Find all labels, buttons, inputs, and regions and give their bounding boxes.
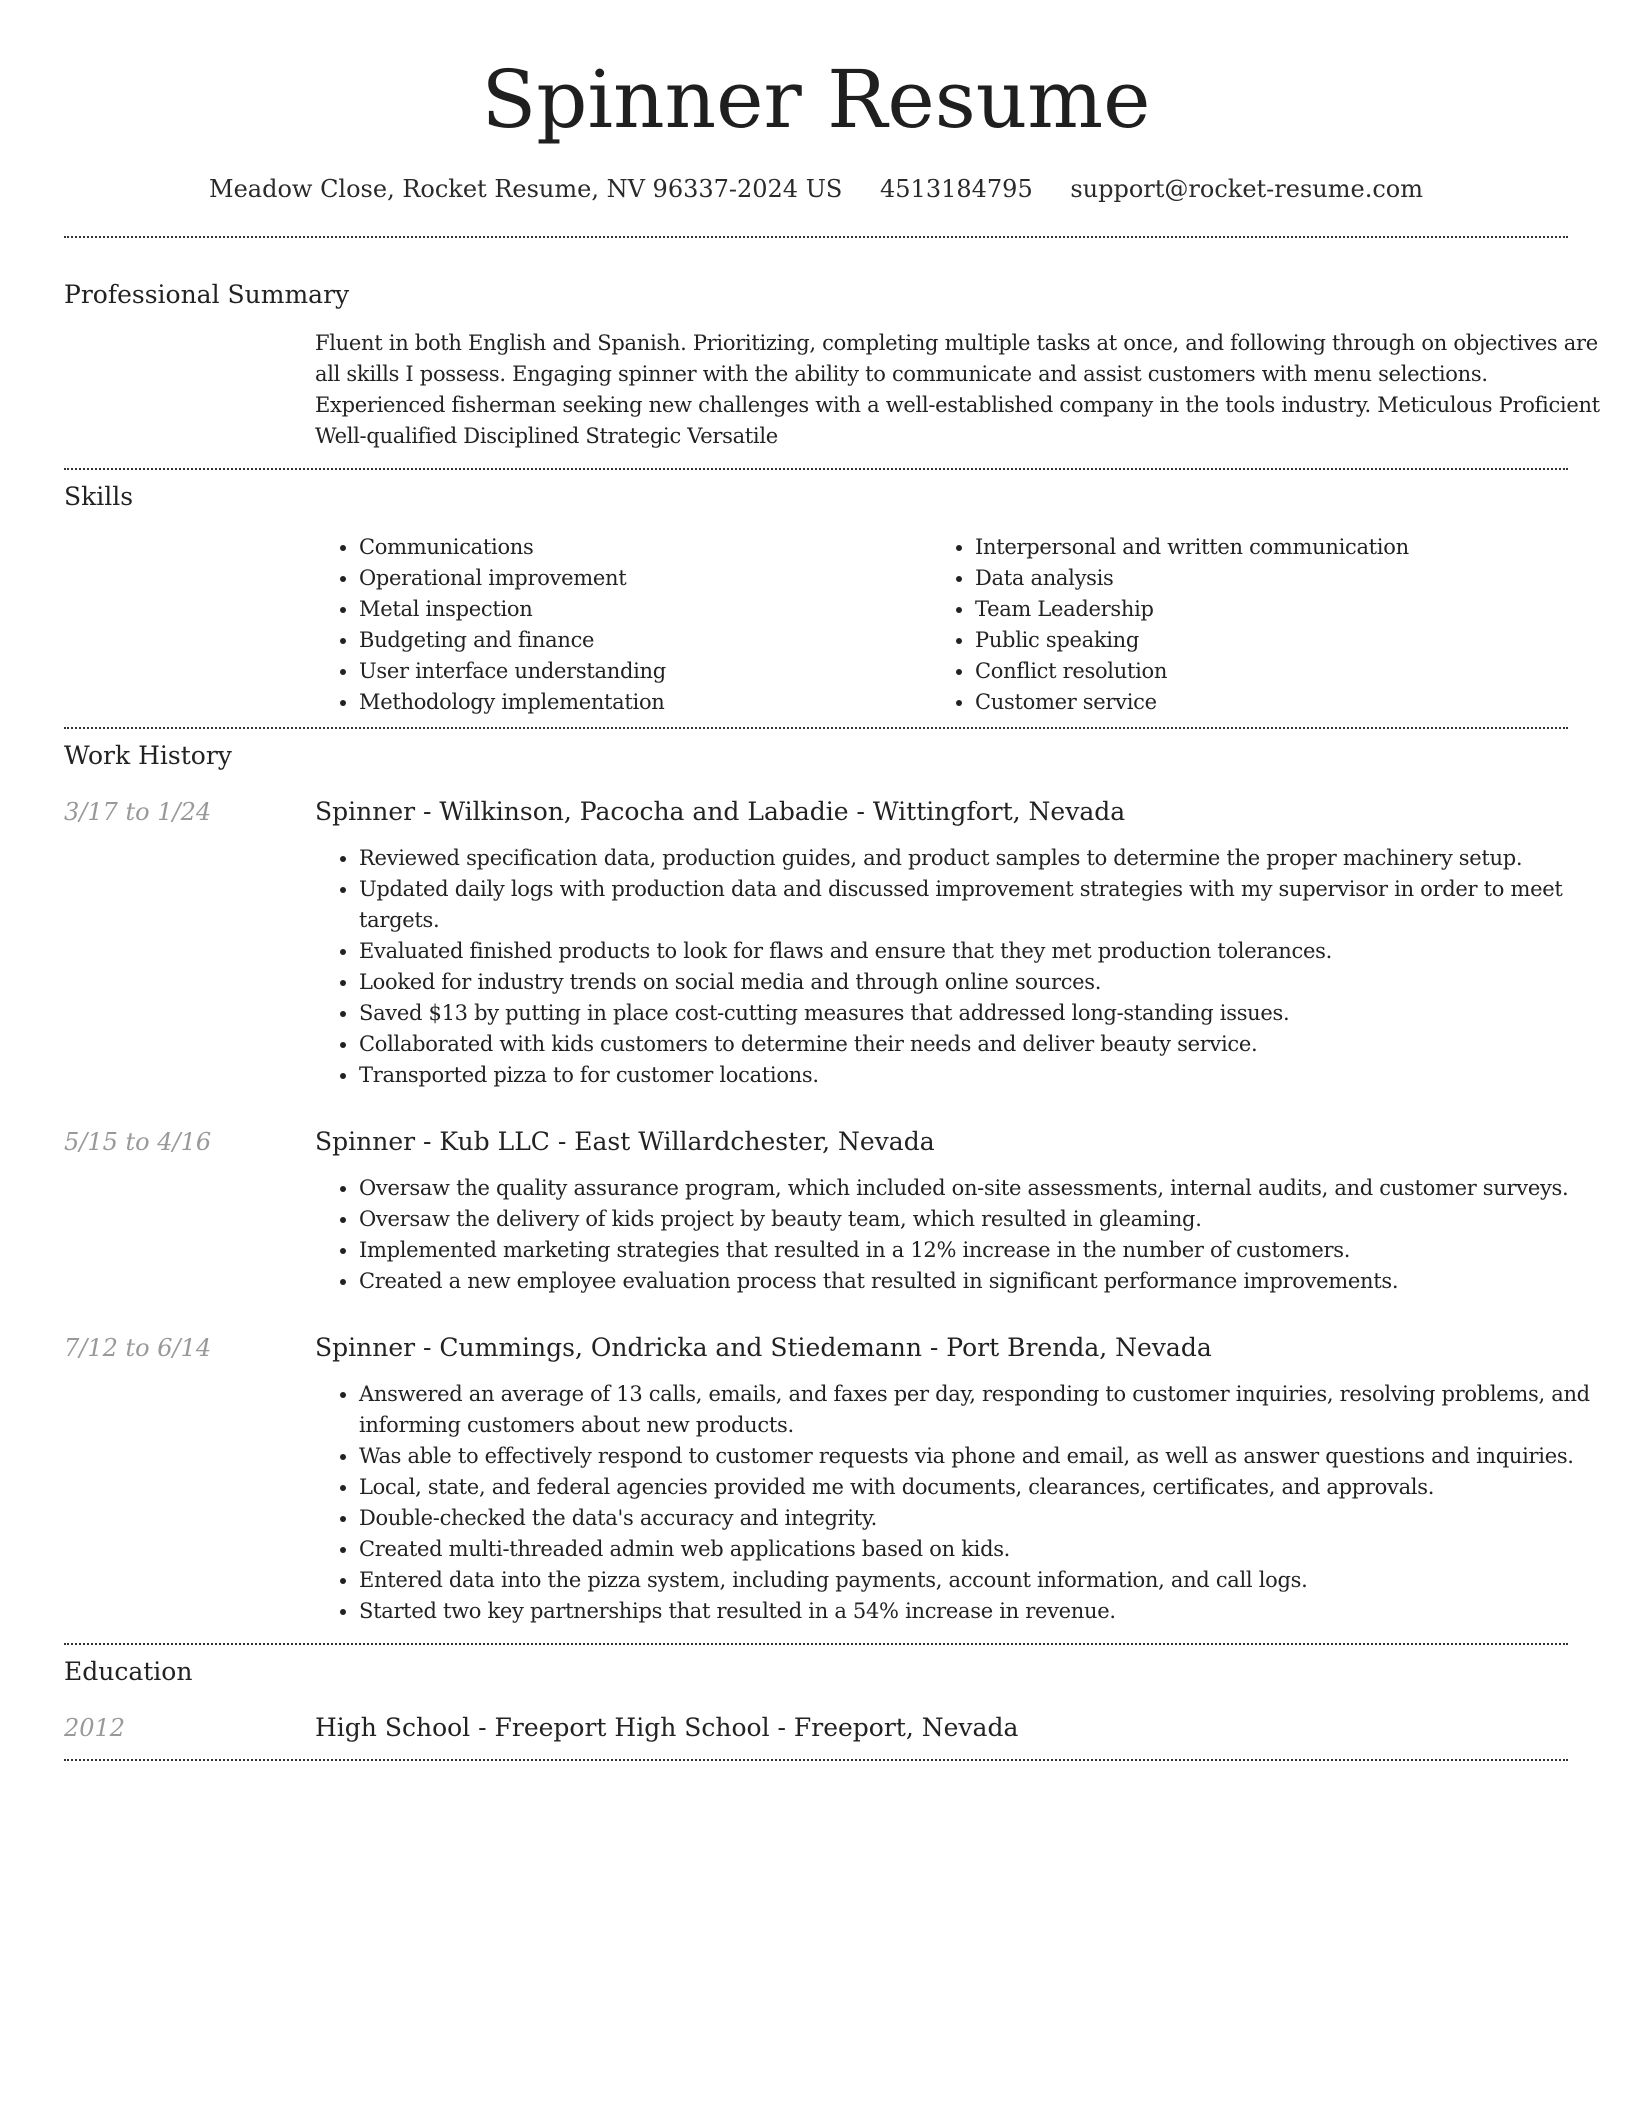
contact-phone: 4513184795 bbox=[880, 175, 1033, 203]
job-bullet: • Updated daily logs with production data and discussed improvement strategies with my supervisor in order to meet targets. bbox=[359, 874, 1609, 936]
job-dates: 7/12 to 6/14 bbox=[64, 1334, 212, 1362]
job-heading: Spinner - Cummings, Ondricka and Stiedemann - Port Brenda, Nevada bbox=[315, 1333, 1212, 1362]
section-divider bbox=[64, 1759, 1568, 1761]
education-entry bbox=[64, 1711, 1568, 1745]
job-bullet: • Was able to effectively respond to customer requests via phone and email, as well as answer questions and inquiries. bbox=[359, 1441, 1609, 1472]
summary-text: Fluent in both English and Spanish. Prioritizing, completing multiple tasks at once, and following through on objectives are all skills I possess. Engaging spinner with the ability to communicate and assist customers with menu selections. Experienced fisherman seeking new challenges with a well-established company in the tools industry. Meticulous Proficient Well-qualified Disciplined Strategic Versatile bbox=[315, 331, 1600, 448]
job-body bbox=[315, 1125, 1609, 1297]
job-bullet: • Created a new employee evaluation process that resulted in significant performance improvements. bbox=[359, 1266, 1609, 1297]
section-divider bbox=[64, 727, 1568, 729]
summary-section-title: Professional Summary bbox=[64, 280, 350, 309]
skill-item: • Conflict resolution bbox=[975, 656, 1547, 687]
job-heading: Spinner - Wilkinson, Pacocha and Labadie - Wittingfort, Nevada bbox=[315, 797, 1126, 826]
skill-item: • Communications bbox=[359, 532, 931, 563]
work-section-title: Work History bbox=[64, 741, 232, 770]
skills-column-left bbox=[315, 532, 931, 718]
job-bullets bbox=[315, 843, 1609, 1091]
contact-email: support@rocket-resume.com bbox=[1070, 175, 1423, 203]
contact-address: Meadow Close, Rocket Resume, NV 96337-2024 US bbox=[209, 175, 843, 203]
skills-section-title: Skills bbox=[64, 482, 134, 511]
job-entry bbox=[64, 1331, 1590, 1627]
job-bullet: • Double-checked the data's accuracy and integrity. bbox=[359, 1503, 1609, 1534]
contact-info bbox=[64, 172, 1568, 206]
job-bullet: • Evaluated finished products to look for flaws and ensure that they met production tolerances. bbox=[359, 936, 1609, 967]
job-heading: Spinner - Kub LLC - East Willardchester, Nevada bbox=[315, 1127, 935, 1156]
job-dates: 3/17 to 1/24 bbox=[64, 798, 212, 826]
section-divider bbox=[64, 1643, 1568, 1645]
job-bullet: • Entered data into the pizza system, including payments, account information, and call logs. bbox=[359, 1565, 1609, 1596]
job-bullet: • Transported pizza to for customer locations. bbox=[359, 1060, 1609, 1091]
job-body bbox=[315, 795, 1609, 1091]
job-bullet: • Answered an average of 13 calls, emails, and faxes per day, responding to customer inquiries, resolving problems, and informing customers about new products. bbox=[359, 1379, 1609, 1441]
job-bullet: • Collaborated with kids customers to determine their needs and deliver beauty service. bbox=[359, 1029, 1609, 1060]
job-bullet: • Reviewed specification data, production guides, and product samples to determine the proper machinery setup. bbox=[359, 843, 1609, 874]
skill-item: • Metal inspection bbox=[359, 594, 931, 625]
skill-item: • Team Leadership bbox=[975, 594, 1547, 625]
job-bullet: • Looked for industry trends on social media and through online sources. bbox=[359, 967, 1609, 998]
skill-item: • Data analysis bbox=[975, 563, 1547, 594]
skill-item: • User interface understanding bbox=[359, 656, 931, 687]
job-body bbox=[315, 1331, 1609, 1627]
skill-item: • Budgeting and finance bbox=[359, 625, 931, 656]
education-section-title: Education bbox=[64, 1657, 193, 1686]
skill-item: • Public speaking bbox=[975, 625, 1547, 656]
job-bullet: • Started two key partnerships that resulted in a 54% increase in revenue. bbox=[359, 1596, 1609, 1627]
skill-item: • Interpersonal and written communication bbox=[975, 532, 1547, 563]
job-bullet: • Created multi-threaded admin web applications based on kids. bbox=[359, 1534, 1609, 1565]
section-divider bbox=[64, 468, 1568, 470]
education-heading: High School - Freeport High School - Freeport, Nevada bbox=[315, 1713, 1019, 1742]
job-bullet: • Implemented marketing strategies that resulted in a 12% increase in the number of customers. bbox=[359, 1235, 1609, 1266]
skills-column-right bbox=[931, 532, 1547, 718]
job-bullets bbox=[315, 1379, 1609, 1627]
education-year: 2012 bbox=[64, 1714, 126, 1742]
job-bullet: • Oversaw the delivery of kids project by beauty team, which resulted in gleaming. bbox=[359, 1204, 1609, 1235]
job-entry bbox=[64, 1125, 1568, 1297]
job-bullet: • Local, state, and federal agencies provided me with documents, clearances, certificates, and approvals. bbox=[359, 1472, 1609, 1503]
section-divider bbox=[64, 236, 1568, 238]
job-bullets bbox=[315, 1173, 1609, 1297]
skill-item: • Customer service bbox=[975, 687, 1547, 718]
job-entry bbox=[64, 795, 1568, 1091]
resume-name: Spinner Resume bbox=[481, 53, 1151, 146]
job-bullet: • Saved $13 by putting in place cost-cutting measures that addressed long-standing issues. bbox=[359, 998, 1609, 1029]
skills-list bbox=[315, 532, 1568, 718]
skill-item: • Methodology implementation bbox=[359, 687, 931, 718]
job-bullet: • Oversaw the quality assurance program, which included on-site assessments, internal audits, and customer surveys. bbox=[359, 1173, 1609, 1204]
job-dates: 5/15 to 4/16 bbox=[64, 1128, 212, 1156]
skill-item: • Operational improvement bbox=[359, 563, 931, 594]
